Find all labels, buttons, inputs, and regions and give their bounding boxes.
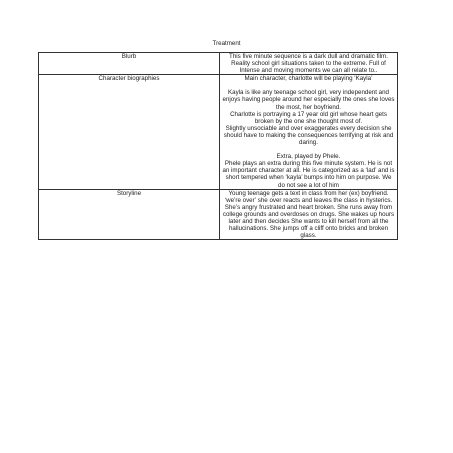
table-row-blurb: [39, 53, 398, 75]
row-content-character-biographies: [220, 75, 398, 189]
storyline-text: Young teenage gets a text in class from her (ex) boyfriend. ‘we’re over’ she over reacts and leaves the class in hysterics. She’s angry frustrated and heart broken. She runs away from college grounds and overdoses on drugs. She wakes up hours later and then decides She wants to kill herself from all the hallucinations. She jumps off a cliff onto bricks and broken glass.: [222, 189, 395, 240]
kayla-traits: Slightly unsociable and over exaggerates every decision she should have to making the consequences terrifying at risk and daring.: [223, 124, 394, 147]
blurb-text: This five minute sequence is a dark dull and dramatic film. Reality school girl situations taken to the extreme. Full of Intense and moving moments we can all relate to..: [229, 53, 388, 75]
main-character-intro: Main character, charlotte will be playing ‘Kayla’: [244, 75, 373, 83]
row-label-character-biographies: Character biographies: [39, 75, 220, 189]
row-label-storyline: Storyline: [39, 189, 220, 240]
charlotte-portrayal: Charlotte is portraying a 17 year old girl whose heart gets broken by the one she thought most of.: [230, 110, 387, 125]
row-content-blurb: [220, 53, 398, 75]
extra-intro: Extra, played by Phele.: [276, 153, 341, 161]
treatment-table: [38, 52, 398, 240]
table-row-storyline: [39, 189, 398, 240]
paragraph-spacer: [222, 82, 395, 89]
page-title: Treatment: [212, 40, 241, 47]
row-content-storyline: [220, 189, 398, 240]
paragraph-spacer: [222, 146, 395, 153]
kayla-description: Kayla is like any teenage school girl, very independent and enjoys having people around her especially the ones she loves the most, her boyfriend.: [222, 89, 395, 111]
table-row-character-biographies: [39, 75, 398, 189]
row-label-blurb: Blurb: [39, 53, 220, 75]
phele-description: Phele plays an extra during this five minute system. He is not an important character at all. He is categorized as a ‘lad’ and is short tempered when ‘kayla’ bumps into him on purpose. We do not see a lot of him: [222, 160, 395, 189]
